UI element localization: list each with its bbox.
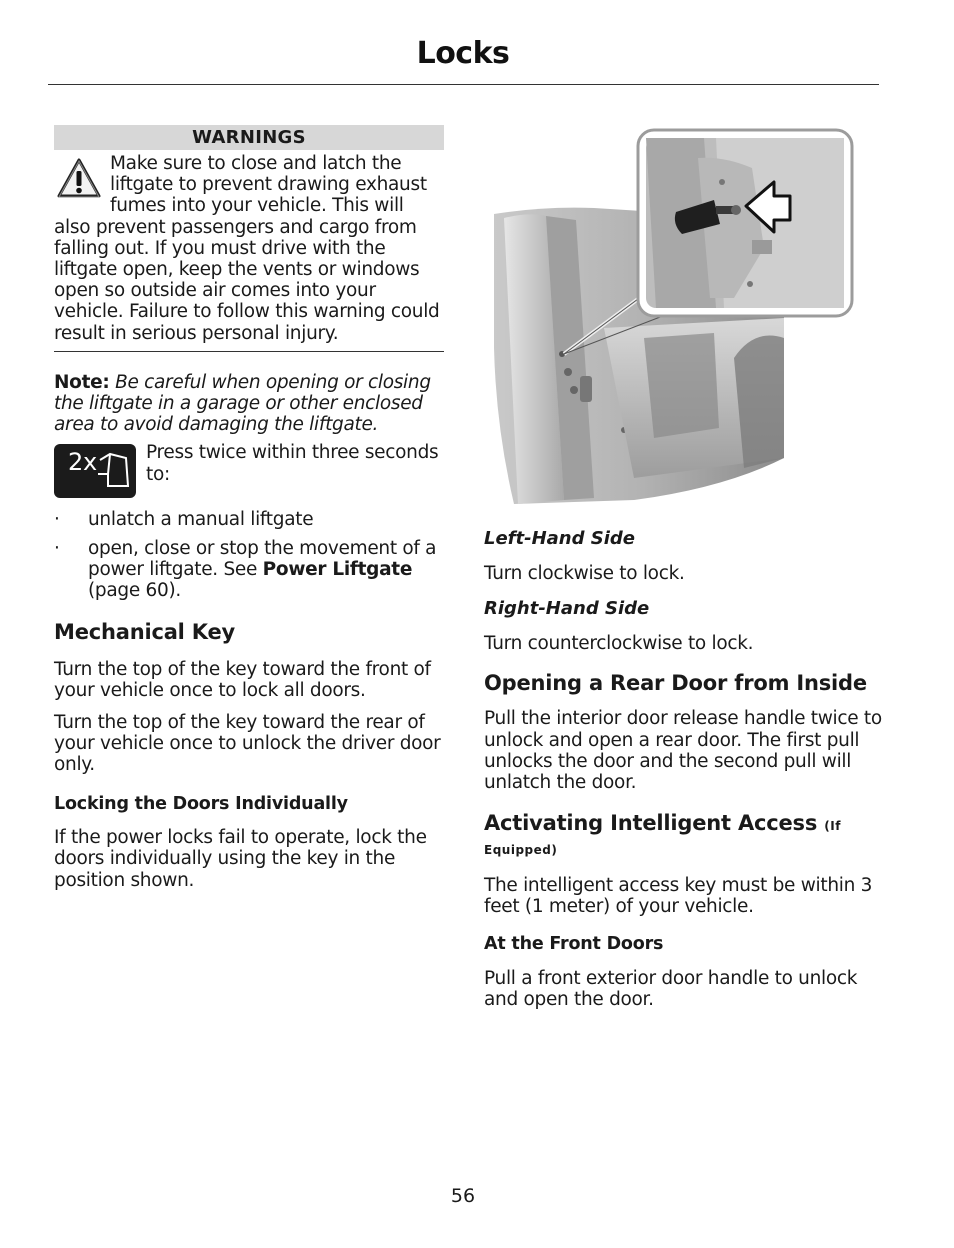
bullet-text: open, close or stop the movement of a power liftgate. See (88, 537, 437, 580)
warning-body (54, 153, 444, 344)
mechanical-key-heading: Mechanical Key (54, 620, 236, 645)
warning-divider (54, 351, 444, 352)
if-equipped-tag-open: (If (824, 819, 841, 834)
right-hand-side-para: Turn counterclockwise to lock. (484, 633, 754, 655)
left-hand-side-para: Turn clockwise to lock. (484, 563, 685, 584)
intelligent-access-para: The intelligent access key must be within 3 feet (1 meter) of your vehicle. (484, 875, 873, 918)
rear-door-para: Pull the interior door release handle twice to unlock and open a rear door. The first pull unlocks the door and the second pull will unlatch the door. (484, 708, 882, 794)
warning-header: WARNINGS (54, 125, 444, 150)
locking-individually-para: If the power locks fail to operate, lock the doors individually using the key in the position shown. (54, 827, 427, 891)
intelligent-access-title: Activating Intelligent Access (484, 811, 818, 836)
power-liftgate-link[interactable]: Power Liftgate (262, 558, 413, 580)
press-twice-row (54, 442, 444, 498)
bullet-page-ref: (page 60). (88, 580, 181, 602)
front-doors-heading: At the Front Doors (484, 933, 664, 954)
locking-individually-heading: Locking the Doors Individually (54, 794, 348, 815)
note-paragraph (54, 372, 444, 436)
right-column (484, 528, 884, 1010)
front-doors-para: Pull a front exterior door handle to unlock and open the door. (484, 967, 858, 1010)
list-item: · open, close or stop the movement of a power liftgate. See Power Liftgate (page 60). (54, 537, 437, 602)
left-column (54, 125, 444, 891)
warning-text: Make sure to close and latch the liftgate to prevent drawing exhaust fumes into your vehicle. This will also prevent passengers and cargo from falling out. If you must drive with the liftgate open, keep the vents or windows open so outside air comes into your vehicle. Failure to follow this warning could result in serious personal injury. (54, 153, 440, 344)
door-lock-illustration (484, 128, 858, 510)
note-text: Be careful when opening or closing the liftgate in a garage or other enclosed area to avoid damaging the liftgate. (54, 371, 431, 436)
liftgate-button-icon (54, 444, 136, 498)
rear-door-heading: Opening a Rear Door from Inside (484, 671, 867, 696)
mechanical-key-para-1: Turn the top of the key toward the front of your vehicle once to lock all doors. (54, 659, 431, 702)
press-bullet-list (54, 509, 444, 601)
title-divider (48, 84, 879, 85)
right-hand-side-heading: Right-Hand Side (484, 598, 650, 620)
if-equipped-tag-close: Equipped) (484, 843, 558, 858)
bullet-text: unlatch a manual liftgate (88, 509, 314, 531)
page-title: Locks (416, 36, 510, 71)
intelligent-access-heading (484, 810, 884, 839)
press-icon-label: 2x (68, 448, 97, 477)
list-item: · unlatch a manual liftgate (54, 509, 314, 531)
warning-triangle-icon (56, 156, 102, 200)
liftgate-outline-icon (96, 452, 132, 490)
page-number: 56 (450, 1185, 476, 1207)
mechanical-key-para-2: Turn the top of the key toward the rear of your vehicle once to unlock the driver door only. (54, 711, 441, 776)
note-label: Note: (54, 371, 110, 393)
press-twice-text: Press twice within three seconds to: (146, 442, 439, 485)
left-hand-side-heading: Left-Hand Side (484, 528, 635, 549)
